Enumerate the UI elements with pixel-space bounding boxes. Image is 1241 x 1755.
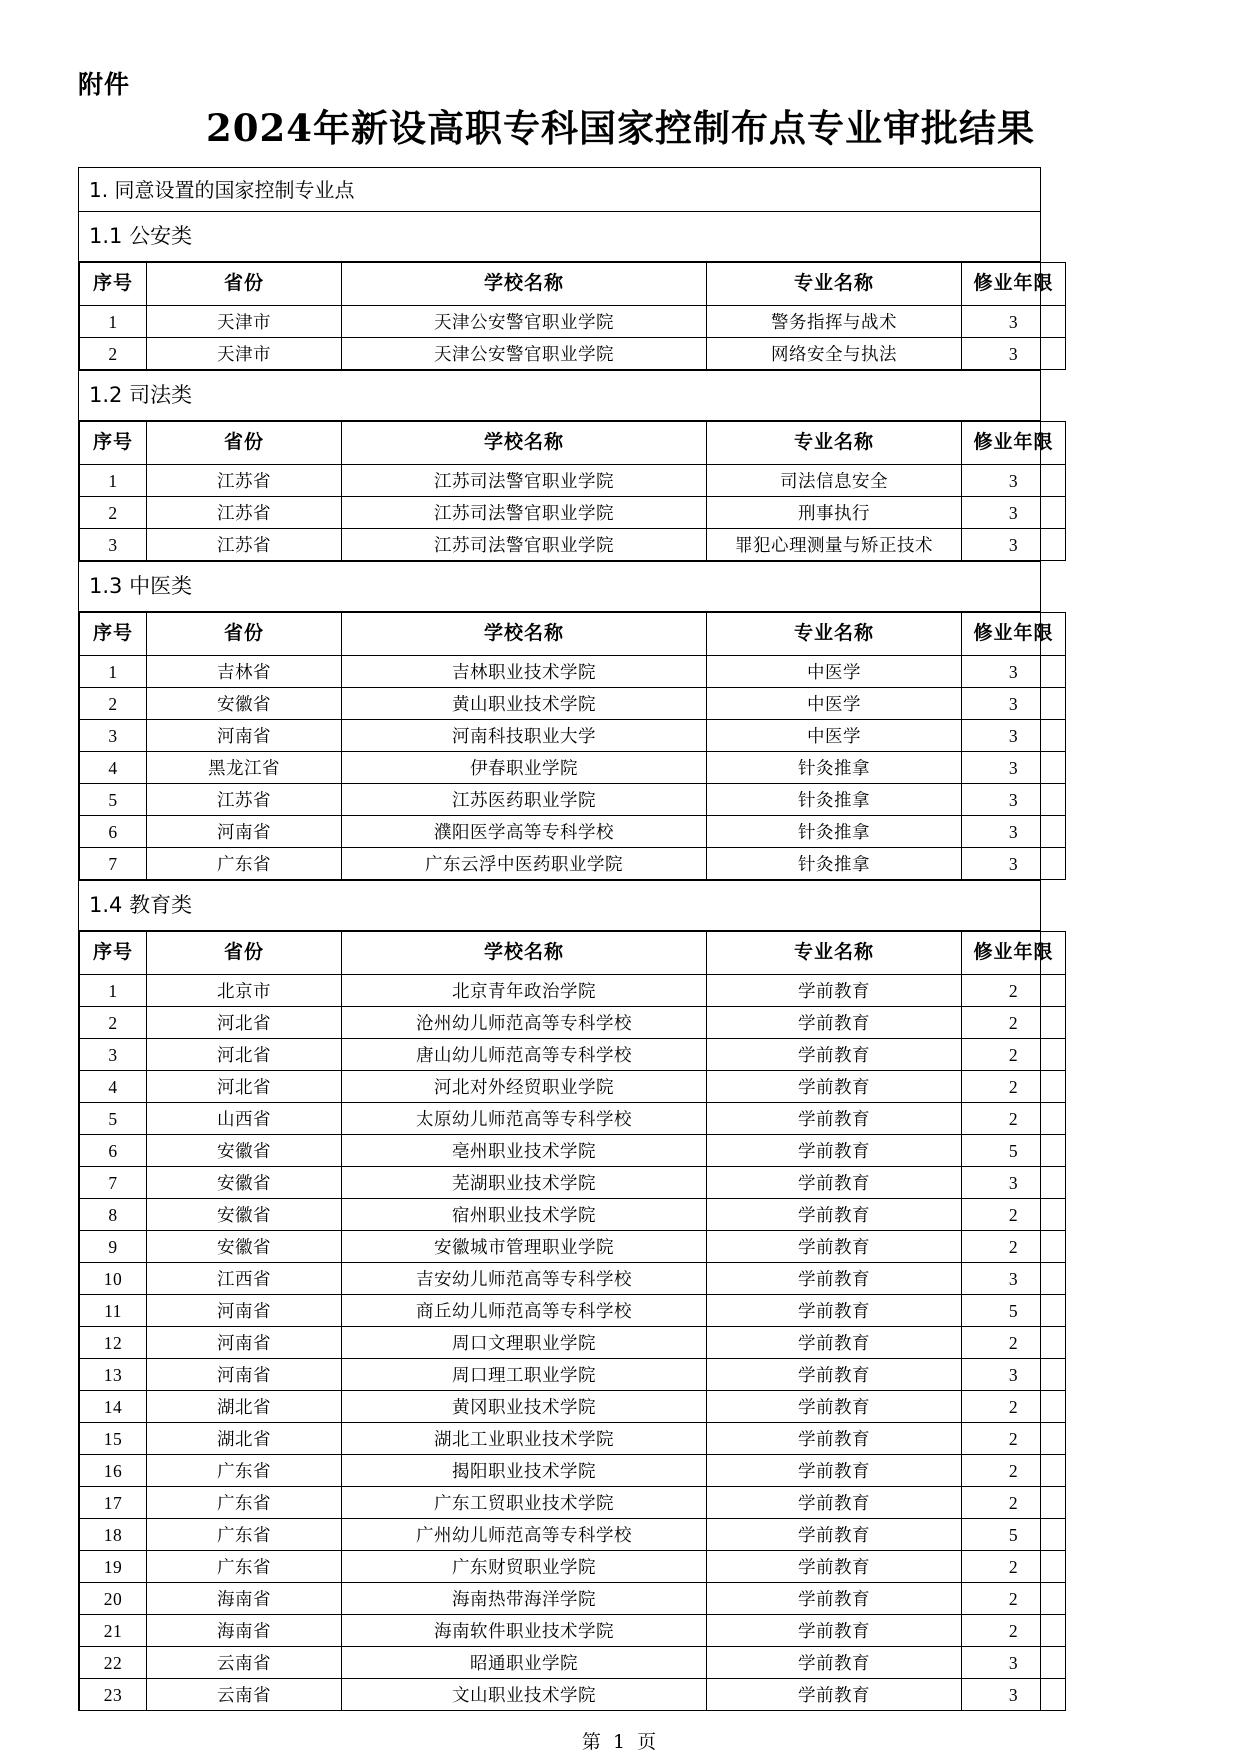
cell-province: 海南省	[147, 1615, 342, 1647]
cell-province: 安徽省	[147, 688, 342, 720]
cell-major: 学前教育	[707, 1199, 962, 1231]
cell-school: 湖北工业职业技术学院	[342, 1423, 707, 1455]
cell-school: 商丘幼儿师范高等专科学校	[342, 1295, 707, 1327]
cell-province: 广东省	[147, 1519, 342, 1551]
table-row	[80, 688, 1066, 720]
table-row	[80, 497, 1066, 529]
table-row	[80, 1423, 1066, 1455]
cell-major: 中医学	[707, 656, 962, 688]
section-heading-3-sub: 1.3 中医类	[79, 562, 1040, 612]
cell-province: 河北省	[147, 1039, 342, 1071]
cell-major: 学前教育	[707, 1679, 962, 1711]
cell-major: 学前教育	[707, 1487, 962, 1519]
cell-school: 昭通职业学院	[342, 1647, 707, 1679]
cell-province: 江苏省	[147, 784, 342, 816]
table-row	[80, 338, 1066, 370]
cell-no: 2	[80, 497, 147, 529]
cell-no: 6	[80, 1135, 147, 1167]
page-title: 2024年新设高职专科国家控制布点专业审批结果	[206, 106, 1035, 150]
cell-school: 江苏司法警官职业学院	[342, 529, 707, 561]
table-row	[80, 720, 1066, 752]
table-row	[80, 1647, 1066, 1679]
table-row	[80, 816, 1066, 848]
cell-province: 黑龙江省	[147, 752, 342, 784]
column-header-school: 学校名称	[342, 422, 707, 465]
cell-major: 学前教育	[707, 1359, 962, 1391]
column-header-province: 省份	[147, 932, 342, 975]
cell-school: 江苏司法警官职业学院	[342, 465, 707, 497]
cell-school: 江苏司法警官职业学院	[342, 497, 707, 529]
cell-school: 亳州职业技术学院	[342, 1135, 707, 1167]
column-header-major: 专业名称	[707, 932, 962, 975]
approval-table	[79, 931, 1066, 1711]
table-header-row	[80, 263, 1066, 306]
cell-province: 云南省	[147, 1679, 342, 1711]
cell-years: 3	[962, 338, 1066, 370]
cell-school: 伊春职业学院	[342, 752, 707, 784]
cell-years: 2	[962, 1551, 1066, 1583]
cell-school: 濮阳医学高等专科学校	[342, 816, 707, 848]
cell-province: 河南省	[147, 1327, 342, 1359]
cell-years: 2	[962, 1455, 1066, 1487]
cell-major: 刑事执行	[707, 497, 962, 529]
cell-no: 10	[80, 1263, 147, 1295]
cell-province: 天津市	[147, 338, 342, 370]
cell-years: 2	[962, 1391, 1066, 1423]
cell-school: 广东云浮中医药职业学院	[342, 848, 707, 880]
table-wrapper	[79, 262, 1054, 371]
cell-province: 安徽省	[147, 1135, 342, 1167]
cell-major: 学前教育	[707, 1423, 962, 1455]
cell-no: 5	[80, 784, 147, 816]
cell-years: 2	[962, 1039, 1066, 1071]
cell-years: 5	[962, 1519, 1066, 1551]
column-header-major: 专业名称	[707, 263, 962, 306]
cell-no: 2	[80, 688, 147, 720]
cell-province: 安徽省	[147, 1231, 342, 1263]
cell-no: 2	[80, 1007, 147, 1039]
table-row	[80, 465, 1066, 497]
cell-years: 3	[962, 656, 1066, 688]
cell-major: 针灸推拿	[707, 784, 962, 816]
cell-province: 吉林省	[147, 656, 342, 688]
cell-years: 5	[962, 1135, 1066, 1167]
column-header-school: 学校名称	[342, 613, 707, 656]
cell-major: 针灸推拿	[707, 816, 962, 848]
cell-no: 3	[80, 529, 147, 561]
cell-major: 学前教育	[707, 1647, 962, 1679]
cell-major: 针灸推拿	[707, 752, 962, 784]
table-row	[80, 848, 1066, 880]
table-row	[80, 784, 1066, 816]
cell-major: 学前教育	[707, 1167, 962, 1199]
table-header-row	[80, 932, 1066, 975]
cell-no: 3	[80, 1039, 147, 1071]
cell-province: 河南省	[147, 1295, 342, 1327]
cell-major: 中医学	[707, 720, 962, 752]
column-header-province: 省份	[147, 263, 342, 306]
cell-years: 3	[962, 848, 1066, 880]
table-wrapper	[79, 612, 1054, 881]
cell-school: 吉林职业技术学院	[342, 656, 707, 688]
cell-province: 江西省	[147, 1263, 342, 1295]
table-row	[80, 1007, 1066, 1039]
subsections-container	[79, 212, 1054, 1711]
table-wrapper	[79, 931, 1054, 1711]
table-row	[80, 1039, 1066, 1071]
cell-no: 5	[80, 1103, 147, 1135]
table-row	[80, 1071, 1066, 1103]
cell-years: 3	[962, 1167, 1066, 1199]
cell-no: 1	[80, 465, 147, 497]
table-row	[80, 1583, 1066, 1615]
table-row	[80, 1359, 1066, 1391]
cell-school: 吉安幼儿师范高等专科学校	[342, 1263, 707, 1295]
cell-major: 学前教育	[707, 1327, 962, 1359]
section-heading-2-sub: 1.2 司法类	[79, 371, 1040, 421]
section-heading-1-sub: 1.1 公安类	[79, 212, 1040, 262]
cell-years: 2	[962, 1199, 1066, 1231]
table-wrapper	[79, 421, 1054, 562]
column-header-school: 学校名称	[342, 263, 707, 306]
cell-major: 警务指挥与战术	[707, 306, 962, 338]
cell-no: 1	[80, 975, 147, 1007]
section-heading-4-sub: 1.4 教育类	[79, 881, 1040, 931]
cell-years: 3	[962, 752, 1066, 784]
cell-years: 3	[962, 688, 1066, 720]
cell-major: 司法信息安全	[707, 465, 962, 497]
cell-years: 3	[962, 784, 1066, 816]
column-header-no: 序号	[80, 932, 147, 975]
approval-table	[79, 612, 1066, 880]
section-heading-1: 1. 同意设置的国家控制专业点	[79, 168, 1040, 212]
table-row	[80, 1327, 1066, 1359]
cell-years: 3	[962, 529, 1066, 561]
cell-major: 学前教育	[707, 1263, 962, 1295]
cell-major: 学前教育	[707, 1519, 962, 1551]
column-header-major: 专业名称	[707, 613, 962, 656]
table-header-row	[80, 613, 1066, 656]
cell-province: 河南省	[147, 720, 342, 752]
cell-province: 河南省	[147, 1359, 342, 1391]
cell-years: 2	[962, 1103, 1066, 1135]
approval-table	[79, 421, 1066, 561]
cell-no: 7	[80, 1167, 147, 1199]
cell-years: 2	[962, 1231, 1066, 1263]
cell-no: 9	[80, 1231, 147, 1263]
table-row	[80, 1295, 1066, 1327]
cell-no: 2	[80, 338, 147, 370]
cell-no: 20	[80, 1583, 147, 1615]
table-row	[80, 975, 1066, 1007]
cell-no: 12	[80, 1327, 147, 1359]
cell-school: 黄山职业技术学院	[342, 688, 707, 720]
cell-major: 学前教育	[707, 1103, 962, 1135]
cell-years: 3	[962, 720, 1066, 752]
cell-major: 学前教育	[707, 1071, 962, 1103]
cell-province: 江苏省	[147, 465, 342, 497]
cell-years: 5	[962, 1295, 1066, 1327]
cell-school: 唐山幼儿师范高等专科学校	[342, 1039, 707, 1071]
cell-major: 学前教育	[707, 1135, 962, 1167]
cell-years: 3	[962, 816, 1066, 848]
table-row	[80, 1135, 1066, 1167]
cell-province: 江苏省	[147, 529, 342, 561]
column-header-years: 修业年限	[962, 422, 1066, 465]
table-row	[80, 1231, 1066, 1263]
cell-years: 3	[962, 1647, 1066, 1679]
cell-years: 3	[962, 1263, 1066, 1295]
cell-no: 19	[80, 1551, 147, 1583]
cell-school: 沧州幼儿师范高等专科学校	[342, 1007, 707, 1039]
table-header-row	[80, 422, 1066, 465]
cell-school: 天津公安警官职业学院	[342, 338, 707, 370]
cell-province: 北京市	[147, 975, 342, 1007]
cell-years: 3	[962, 306, 1066, 338]
cell-no: 23	[80, 1679, 147, 1711]
table-row	[80, 306, 1066, 338]
column-header-no: 序号	[80, 422, 147, 465]
column-header-years: 修业年限	[962, 263, 1066, 306]
cell-major: 学前教育	[707, 1295, 962, 1327]
cell-school: 广东财贸职业学院	[342, 1551, 707, 1583]
cell-province: 湖北省	[147, 1423, 342, 1455]
cell-school: 安徽城市管理职业学院	[342, 1231, 707, 1263]
table-row	[80, 1679, 1066, 1711]
cell-major: 学前教育	[707, 1551, 962, 1583]
cell-province: 河南省	[147, 816, 342, 848]
cell-years: 3	[962, 497, 1066, 529]
cell-years: 3	[962, 1679, 1066, 1711]
cell-no: 15	[80, 1423, 147, 1455]
table-row	[80, 1103, 1066, 1135]
cell-no: 11	[80, 1295, 147, 1327]
cell-province: 广东省	[147, 1455, 342, 1487]
cell-province: 云南省	[147, 1647, 342, 1679]
cell-years: 2	[962, 1615, 1066, 1647]
cell-school: 广东工贸职业技术学院	[342, 1487, 707, 1519]
cell-province: 安徽省	[147, 1167, 342, 1199]
cell-school: 河北对外经贸职业学院	[342, 1071, 707, 1103]
column-header-years: 修业年限	[962, 613, 1066, 656]
cell-years: 2	[962, 1487, 1066, 1519]
column-header-no: 序号	[80, 263, 147, 306]
cell-no: 1	[80, 656, 147, 688]
cell-major: 学前教育	[707, 1583, 962, 1615]
cell-no: 4	[80, 1071, 147, 1103]
cell-province: 广东省	[147, 1551, 342, 1583]
cell-years: 3	[962, 465, 1066, 497]
table-row	[80, 529, 1066, 561]
cell-province: 天津市	[147, 306, 342, 338]
cell-no: 3	[80, 720, 147, 752]
cell-no: 22	[80, 1647, 147, 1679]
cell-no: 21	[80, 1615, 147, 1647]
table-row	[80, 752, 1066, 784]
cell-school: 揭阳职业技术学院	[342, 1455, 707, 1487]
cell-school: 天津公安警官职业学院	[342, 306, 707, 338]
column-header-years: 修业年限	[962, 932, 1066, 975]
attachment-label: 附件	[78, 70, 131, 99]
table-row	[80, 1263, 1066, 1295]
cell-province: 江苏省	[147, 497, 342, 529]
cell-province: 河北省	[147, 1007, 342, 1039]
cell-major: 学前教育	[707, 1231, 962, 1263]
cell-major: 学前教育	[707, 1455, 962, 1487]
cell-school: 海南软件职业技术学院	[342, 1615, 707, 1647]
cell-years: 2	[962, 1007, 1066, 1039]
cell-province: 海南省	[147, 1583, 342, 1615]
cell-province: 湖北省	[147, 1391, 342, 1423]
page-footer: 第 1 页	[581, 1731, 660, 1754]
cell-no: 6	[80, 816, 147, 848]
table-row	[80, 1615, 1066, 1647]
column-header-no: 序号	[80, 613, 147, 656]
cell-school: 江苏医药职业学院	[342, 784, 707, 816]
cell-years: 2	[962, 1071, 1066, 1103]
cell-school: 周口理工职业学院	[342, 1359, 707, 1391]
cell-major: 网络安全与执法	[707, 338, 962, 370]
cell-province: 广东省	[147, 1487, 342, 1519]
cell-school: 黄冈职业技术学院	[342, 1391, 707, 1423]
cell-no: 17	[80, 1487, 147, 1519]
cell-province: 安徽省	[147, 1199, 342, 1231]
table-row	[80, 1391, 1066, 1423]
cell-school: 海南热带海洋学院	[342, 1583, 707, 1615]
approval-table	[79, 262, 1066, 370]
cell-major: 罪犯心理测量与矫正技术	[707, 529, 962, 561]
cell-no: 1	[80, 306, 147, 338]
table-row	[80, 1551, 1066, 1583]
cell-province: 河北省	[147, 1071, 342, 1103]
column-header-province: 省份	[147, 613, 342, 656]
cell-major: 学前教育	[707, 1039, 962, 1071]
table-row	[80, 1455, 1066, 1487]
cell-no: 18	[80, 1519, 147, 1551]
cell-school: 文山职业技术学院	[342, 1679, 707, 1711]
cell-no: 14	[80, 1391, 147, 1423]
cell-no: 7	[80, 848, 147, 880]
cell-no: 8	[80, 1199, 147, 1231]
cell-province: 山西省	[147, 1103, 342, 1135]
cell-school: 北京青年政治学院	[342, 975, 707, 1007]
cell-school: 太原幼儿师范高等专科学校	[342, 1103, 707, 1135]
cell-years: 2	[962, 1327, 1066, 1359]
table-row	[80, 656, 1066, 688]
cell-years: 3	[962, 1359, 1066, 1391]
column-header-province: 省份	[147, 422, 342, 465]
cell-years: 2	[962, 975, 1066, 1007]
cell-major: 学前教育	[707, 1007, 962, 1039]
table-row	[80, 1167, 1066, 1199]
cell-no: 16	[80, 1455, 147, 1487]
cell-major: 学前教育	[707, 1615, 962, 1647]
column-header-major: 专业名称	[707, 422, 962, 465]
cell-years: 2	[962, 1423, 1066, 1455]
cell-no: 13	[80, 1359, 147, 1391]
cell-school: 宿州职业技术学院	[342, 1199, 707, 1231]
table-row	[80, 1199, 1066, 1231]
cell-province: 广东省	[147, 848, 342, 880]
cell-major: 学前教育	[707, 975, 962, 1007]
cell-school: 芜湖职业技术学院	[342, 1167, 707, 1199]
cell-major: 中医学	[707, 688, 962, 720]
table-row	[80, 1519, 1066, 1551]
table-row	[80, 1487, 1066, 1519]
cell-school: 河南科技职业大学	[342, 720, 707, 752]
cell-no: 4	[80, 752, 147, 784]
cell-school: 广州幼儿师范高等专科学校	[342, 1519, 707, 1551]
column-header-school: 学校名称	[342, 932, 707, 975]
cell-school: 周口文理职业学院	[342, 1327, 707, 1359]
cell-major: 针灸推拿	[707, 848, 962, 880]
cell-years: 2	[962, 1583, 1066, 1615]
cell-major: 学前教育	[707, 1391, 962, 1423]
content-frame	[78, 167, 1054, 1711]
